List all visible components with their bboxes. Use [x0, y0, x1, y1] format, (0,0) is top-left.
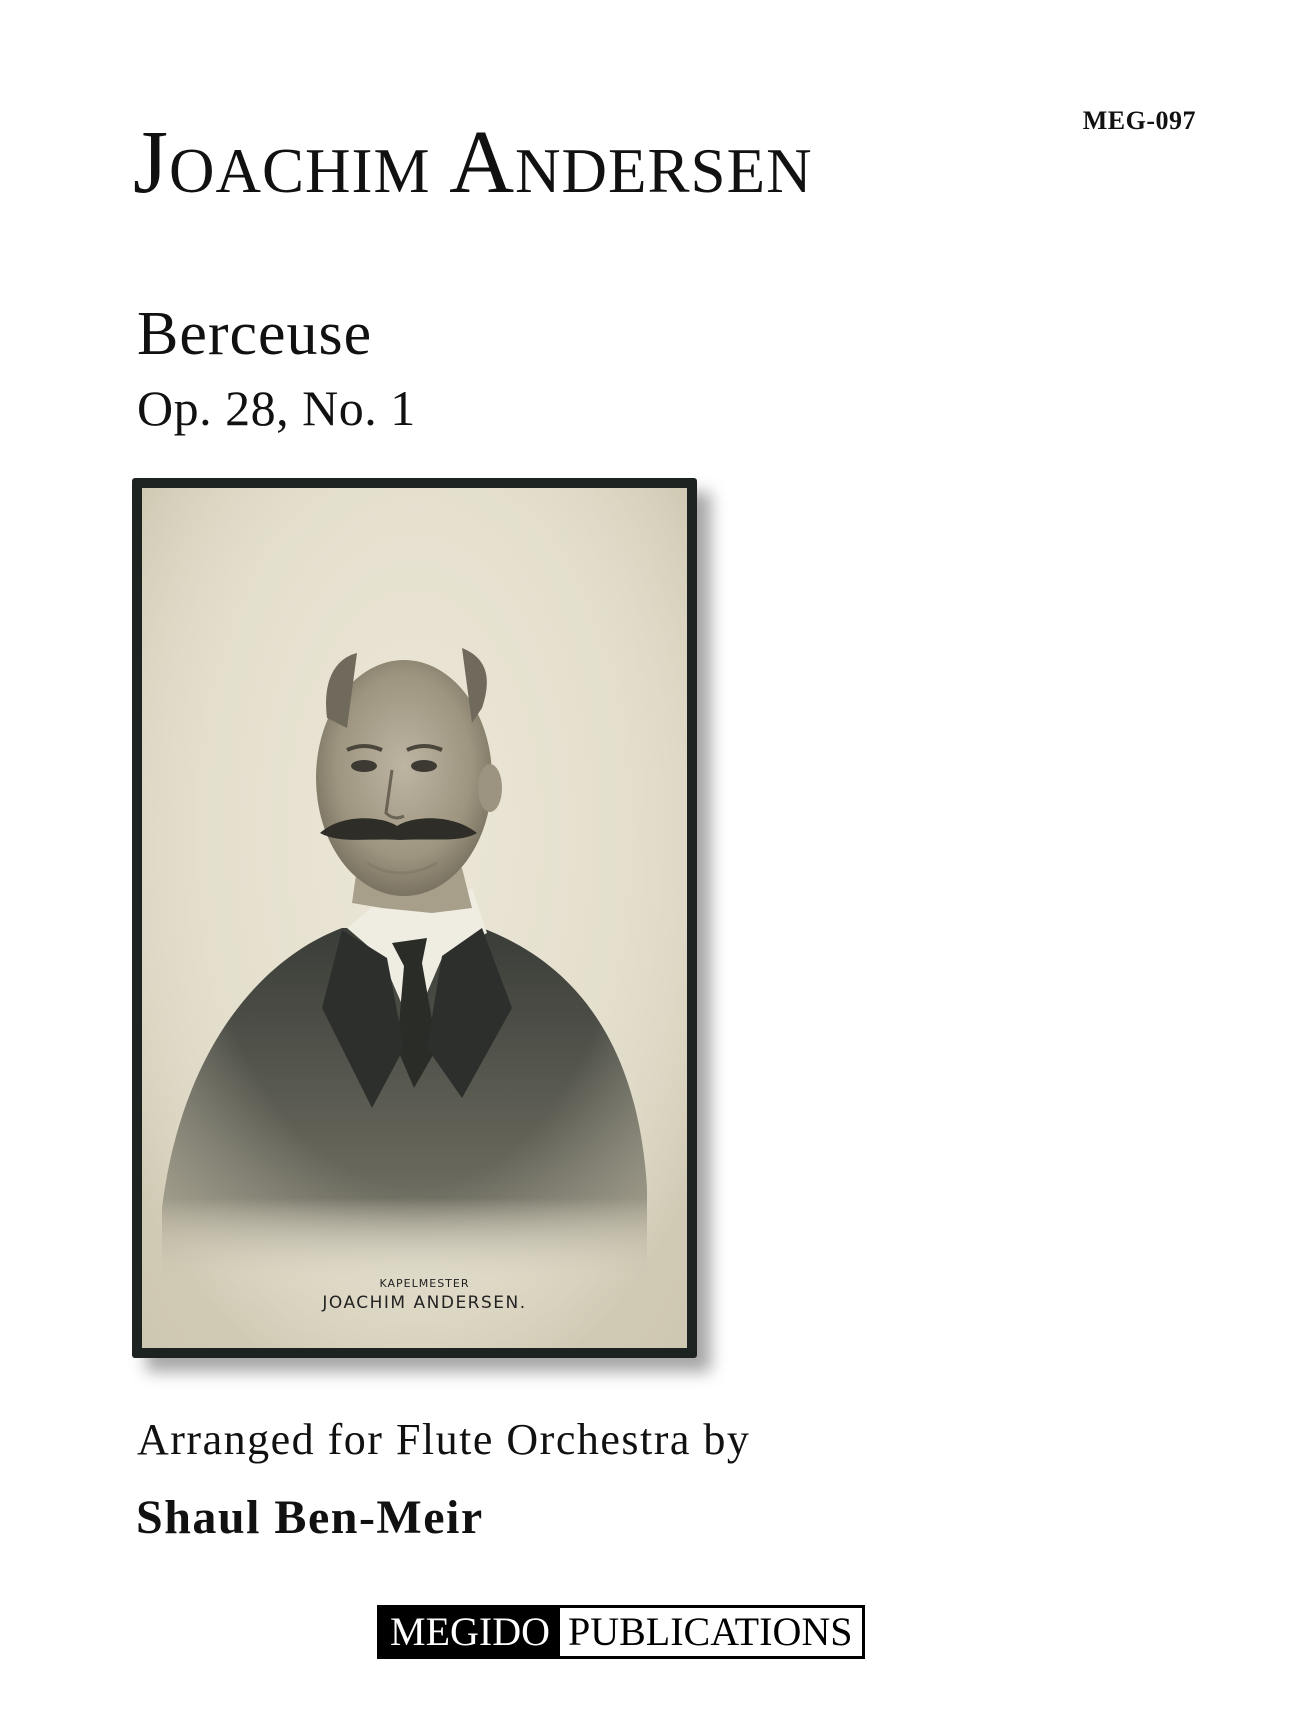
publisher-logo [377, 1605, 865, 1659]
photo-inner [142, 488, 687, 1348]
publisher-name-part2: PUBLICATIONS [560, 1608, 862, 1656]
arranger-name: Shaul Ben-Meir [136, 1491, 484, 1544]
photo-caption-name: JOACHIM ANDERSEN. [322, 1293, 527, 1313]
opus-number: Op. 28, No. 1 [137, 380, 416, 436]
publisher-name-part1: MEGIDO [380, 1608, 560, 1656]
photo-caption-title: KAPELMESTER [379, 1277, 470, 1290]
catalog-code: MEG-097 [1082, 106, 1196, 135]
portrait-image [142, 488, 687, 1348]
composer-name: Joachim Andersen [133, 113, 813, 212]
portrait-photo [132, 478, 697, 1358]
piece-title: Berceuse [137, 300, 373, 368]
arranged-for-text: Arranged for Flute Orchestra by [137, 1415, 751, 1464]
